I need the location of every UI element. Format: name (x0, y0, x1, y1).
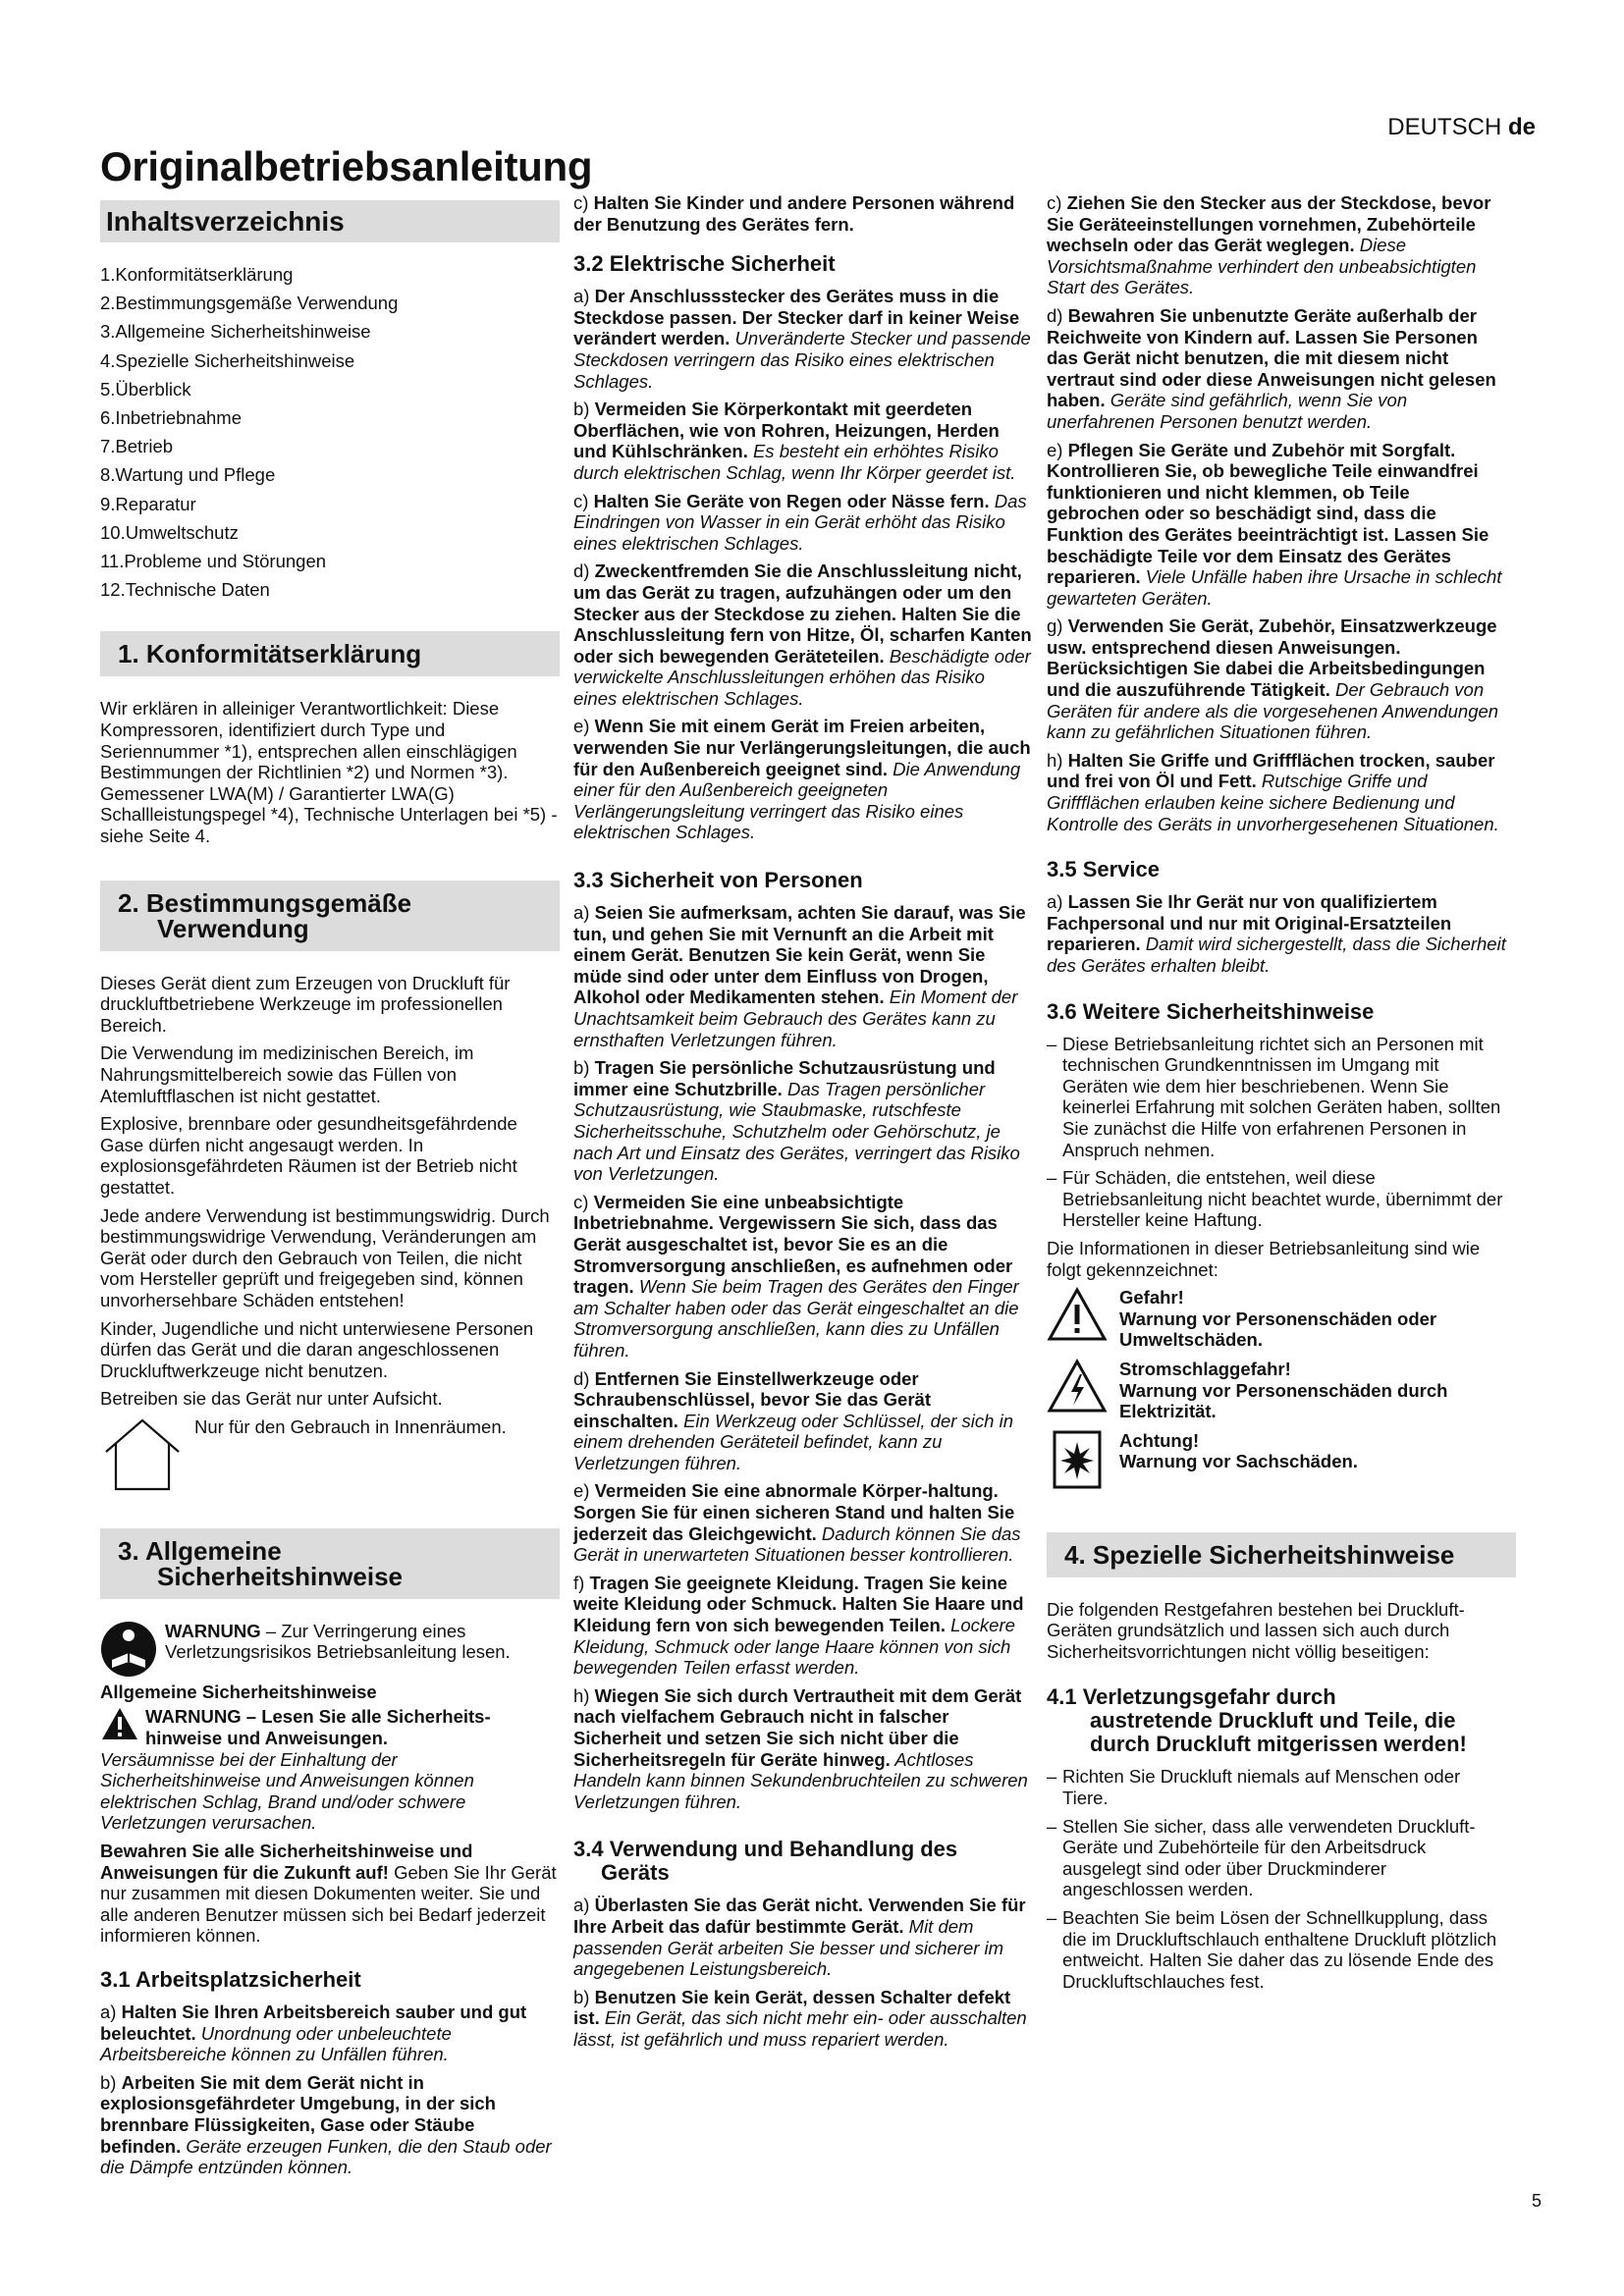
intended-use-p3: Explosive, brennbare oder gesundheitsgefährdende Gase dürfen nicht angesaugt werden. In explosionsgefährdeten Räumen ist der Betrieb nicht gestattet. (100, 1113, 517, 1198)
keep-instructions-text: Geben Sie Ihr Gerät nur zusammen mit diesen Dokumenten weiter. Sie und alle anderen Benutzer müssen sich bei Bedarf jederzeit informieren können. (100, 1861, 557, 1947)
rule-bold: Seien Sie aufmerksam, achten Sie darauf, was Sie tun, und gehen Sie mit Vernunft an die Arbeit mit einem Gerät. Benutzen Sie kein Gerät, wenn Sie müde sind oder unter dem Einfluss von Drogen, Alkohol oder Medikamenten stehen. (573, 902, 1026, 1008)
rule-italic: Ein Werkzeug oder Schlüssel, der sich in einem drehenden Geräteteil befindet, kann zu Verletzungen führen. (573, 1410, 1013, 1473)
rule-item (1047, 305, 1506, 433)
rule-item (573, 192, 1033, 235)
heading-line-2: Verwendung (157, 913, 309, 943)
page-title: Originalbetriebsanleitung (100, 143, 593, 189)
rule-item (573, 1368, 1033, 1474)
warning-word: WARNUNG (165, 1620, 261, 1641)
rule-bold: Zweckentfremden Sie die Anschlussleitung nicht, um das Gerät zu tragen, aufzuhängen oder um den Stecker aus der Steckdose zu ziehen. Halten Sie die Anschlussleitung fern von Hitze, Öl, scharfen Kanten oder sich bewegenden Geräteteilen. (573, 561, 1032, 667)
rule-prefix: c) (573, 490, 594, 511)
rule-bold: Pflegen Sie Geräte und Zubehör mit Sorgfalt. Kontrollieren Sie, ob bewegliche Teile einwandfrei funktionieren und nicht klemmen, ob Teile gebrochen oder so beschädigt sind, dass die Funktion des Gerätes beeinträchtigt ist. Lassen Sie beschädigte Teile vor dem Einsatz des Gerätes reparieren. (1047, 439, 1489, 588)
section-heading-2 (100, 881, 560, 951)
table-of-contents (100, 260, 560, 604)
rule-bold: Entfernen Sie Einstellwerkzeuge oder Schraubenschlüssel, bevor Sie das Gerät einschalten. (573, 1367, 931, 1431)
intended-use-p2: Die Verwendung im medizinischen Bereich, im Nahrungsmittelbereich sowie das Füllen von Atemluftflaschen ist nicht gestattet. (100, 1042, 474, 1106)
rule-prefix: a) (100, 2002, 122, 2022)
rule-prefix: e) (1047, 439, 1068, 460)
list-item: – Für Schäden, die entstehen, weil diese Betriebsanleitung nicht beachtet wurde, übernimmt der Hersteller keine Haftung. (1047, 1167, 1506, 1231)
rule-italic: Die Anwendung einer für den Außenbereich geeigneten Verlängerungsleitung verringert das Risiko eines elektrischen Schlages. (573, 758, 1021, 843)
rule-italic: Geräte sind gefährlich, wenn Sie von unerfahrenen Personen benutzt werden. (1047, 390, 1408, 432)
property-damage-icon (1047, 1430, 1108, 1489)
read-all-warning-text: WARNUNG – Lesen Sie alle Sicherheits-hinweise und Anweisungen. (145, 1706, 491, 1749)
rule-italic: Beschädigte oder verwickelte Anschlussleitungen erhöhen das Risiko eines elektrischen Schlages. (573, 645, 1031, 709)
rule-item (573, 1895, 1033, 1979)
toc-item[interactable]: 4.Spezielle Sicherheitshinweise (100, 349, 355, 371)
house-icon (100, 1416, 185, 1493)
symbol-danger-text (1119, 1287, 1506, 1351)
intended-use-p4: Jede andere Verwendung ist bestimmungswidrig. Durch bestimmungswidrige Verwendung, Veränderungen am Gerät oder durch den Gebrauch von Teilen, die nicht vom Hersteller geprüft und freigegeben sind, können unvorhersehbare Schäden entstehen! (100, 1204, 550, 1310)
subsection-heading-3-6: 3.6 Weitere Sicherheitshinweise (1047, 998, 1375, 1024)
rule-italic: Wenn Sie beim Tragen des Gerätes den Finger am Schalter haben oder das Gerät eingeschaltet an die Stromversorgung anschließen, kann dies zu Unfällen führen. (573, 1276, 1019, 1361)
toc-heading: Inhaltsverzeichnis (100, 200, 560, 242)
rule-prefix: a) (573, 1895, 595, 1916)
rule-item (573, 1987, 1033, 2051)
rule-prefix: b) (573, 399, 595, 420)
section-heading-4: 4. Spezielle Sicherheitshinweise (1047, 1532, 1516, 1577)
rule-item (1047, 192, 1506, 298)
intended-use-p6: Betreiben sie das Gerät nur unter Aufsicht. (100, 1388, 443, 1410)
rule-italic: Das Tragen persönlicher Schutzausrüstung, wie Staubmaske, rutschfeste Sicherheitsschuhe, Schutzhelm oder Gehörschutz, je nach Art und Einsatz des Gerätes, verringert das Risiko von Verletzungen. (573, 1078, 1020, 1185)
heading-line-1: 2. Bestimmungsgemäße (118, 887, 412, 918)
rule-prefix: c) (1047, 192, 1067, 213)
read-manual-text (165, 1621, 560, 1663)
electric-shock-icon (1047, 1359, 1108, 1414)
rule-item (573, 902, 1033, 1050)
rule-item (100, 2002, 560, 2065)
column-3 (1047, 192, 1506, 1999)
rule-italic: Das Eindringen von Wasser in ein Gerät erhöht das Risiko eines elektrischen Schlages. (573, 490, 1027, 554)
rule-bold: Tragen Sie persönliche Schutzausrüstung und immer eine Schutzbrille. (573, 1057, 996, 1099)
intended-use-p5: Kinder, Jugendliche und nicht unterwiesene Personen dürfen das Gerät und die daran angeschlossenen Druckluftwerkzeuge nicht benutzen. (100, 1317, 534, 1381)
rule-italic: Geräte erzeugen Funken, die den Staub oder die Dämpfe entzünden können. (100, 2135, 552, 2178)
language-label (1387, 114, 1536, 141)
rule-italic: Diese Vorsichtsmaßnahme verhindert den unbeabsichtigten Start des Gerätes. (1047, 235, 1477, 298)
rule-prefix: a) (1047, 891, 1068, 913)
subsection-heading-3-5: 3.5 Service (1047, 857, 1160, 882)
rule-bold: Halten Sie Griffe und Griffflächen trocken, sauber und frei von Öl und Fett. (1047, 749, 1495, 792)
symbols-intro: Die Informationen in dieser Betriebsanleitung sind wie folgt gekennzeichnet: (1047, 1237, 1481, 1280)
list-item: – Beachten Sie beim Lösen der Schnellkupplung, dass die im Druckluftschlauch enthaltene Druckluft plötzlich entweicht. Halten Sie daher das zu lösende Ende des Druckluftschlauches fest. (1047, 1907, 1506, 1992)
toc-item[interactable]: 6.Inbetriebnahme (100, 407, 242, 429)
rule-bold: Lassen Sie Ihr Gerät nur von qualifiziertem Fachpersonal und nur mit Original-Ersatzteilen reparieren. (1047, 891, 1452, 955)
symbol-danger-description: Warnung vor Personenschäden oder Umweltschäden. (1119, 1308, 1437, 1351)
language-name: DEUTSCH (1387, 114, 1502, 140)
warning-detail: – Zur Verringerung eines Verletzungsrisikos Betriebsanleitung lesen. (165, 1620, 511, 1663)
rule-prefix: b) (573, 1986, 595, 2007)
rule-italic: Rutschige Griffe und Griffflächen erlauben keine sichere Bedienung und Kontrolle des Geräts in unvorhergesehenen Situationen. (1047, 771, 1499, 834)
rule-bold: Überlasten Sie das Gerät nicht. Verwenden Sie für Ihre Arbeit das dafür bestimmte Gerät. (573, 1895, 1026, 1937)
rule-prefix: b) (573, 1057, 595, 1079)
rule-italic: Unordnung oder unbeleuchtete Arbeitsbereiche können zu Unfällen führen. (100, 2022, 452, 2065)
toc-item[interactable]: 7.Betrieb (100, 436, 174, 457)
section-heading-3 (100, 1528, 560, 1599)
residual-risks-intro: Die folgenden Restgefahren bestehen bei Druckluft-Geräten grundsätzlich und lassen sich auch durch Sicherheitsvorrichtungen nicht völlig beseitigen: (1047, 1598, 1465, 1662)
rule-italic: Viele Unfälle haben ihre Ursache in schlecht gewarteten Geräten. (1047, 566, 1502, 609)
rule-bold: Arbeiten Sie mit dem Gerät nicht in explosionsgefährdeter Umgebung, in der sich brennbare Flüssigkeiten, Gase oder Stäube befinden. (100, 2071, 496, 2157)
list-item: – Stellen Sie sicher, dass alle verwendeten Druckluft-Geräte und Zubehörteile für den Arbeitsdruck ausgelegt sind oder über Druckminderer angeschlossen werden. (1047, 1816, 1506, 1900)
subsection-heading-3-2: 3.2 Elektrische Sicherheit (573, 251, 836, 277)
rule-item (573, 1192, 1033, 1362)
symbol-caution-text (1119, 1430, 1358, 1472)
column-1 (100, 200, 560, 2185)
symbol-shock-text (1119, 1359, 1506, 1422)
rule-italic: Lockere Kleidung, Schmuck oder lange Haare können von sich bewegenden Teilen erfasst werden. (573, 1615, 1015, 1679)
rule-italic: Unveränderte Stecker und passende Steckdosen verringern das Risiko eines elektrischen Schlages. (573, 328, 1031, 392)
rule-item (573, 286, 1033, 392)
symbol-shock-description: Warnung vor Personenschäden durch Elektrizität. (1119, 1379, 1448, 1422)
rule-prefix: f) (573, 1572, 590, 1593)
symbol-danger-title: Gefahr! (1119, 1287, 1184, 1308)
rule-prefix: g) (1047, 615, 1068, 637)
rule-prefix: h) (573, 1684, 595, 1706)
rule-bold: Halten Sie Kinder und andere Personen während der Benutzung des Gerätes fern. (573, 192, 1015, 235)
rule-prefix: d) (573, 1367, 595, 1389)
read-all-warning (100, 1706, 560, 1748)
rule-item (1047, 440, 1506, 610)
indoor-use-note (100, 1416, 560, 1493)
rule-bold: Ziehen Sie den Stecker aus der Steckdose, bevor Sie Geräteeinstellungen vornehmen, Zubehörteile wechseln oder das Gerät weglegen. (1047, 192, 1491, 256)
rule-bold: Vermeiden Sie Körperkontakt mit geerdeten Oberflächen, wie von Rohren, Heizungen, Herden und Kühlschränken. (573, 399, 1000, 462)
rule-item (573, 716, 1033, 843)
toc-item[interactable]: 2.Bestimmungsgemäße Verwendung (100, 293, 399, 314)
rule-item (573, 1057, 1033, 1185)
rule-bold: Bewahren Sie unbenutzte Geräte außerhalb der Reichweite von Kindern auf. Lassen Sie Personen das Gerät nicht benutzen, die mit diesem nicht vertraut sind oder diese Anweisungen nicht gelesen haben. (1047, 304, 1496, 411)
symbol-caution-description: Warnung vor Sachschäden. (1119, 1451, 1358, 1472)
toc-item[interactable]: 8.Wartung und Pflege (100, 464, 276, 486)
rule-bold: Benutzen Sie kein Gerät, dessen Schalter defekt ist. (573, 1986, 1011, 2029)
toc-item[interactable]: 1.Konformitätserklärung (100, 264, 294, 285)
subsection-heading-4-1 (1047, 1685, 1506, 1756)
rule-bold: Wiegen Sie sich durch Vertrautheit mit dem Gerät nach vielfachem Gebrauch nicht in falscher Sicherheit und setzen Sie sich nicht über die Sicherheitsregeln für Geräte hinweg. (573, 1684, 1022, 1770)
read-manual-warning (100, 1621, 560, 1678)
read-all-consequence (100, 1749, 560, 1834)
heading-line-2: Sicherheitshinweise (157, 1561, 403, 1591)
keep-instructions (100, 1841, 560, 1947)
page-number: 5 (1531, 2191, 1542, 2211)
rule-prefix: a) (573, 902, 595, 924)
heading-line-2: austretende Druckluft und Teile, die durch Druckluft mitgerissen werden! (1090, 1708, 1467, 1757)
danger-warning-icon (1047, 1287, 1108, 1342)
rule-italic: Ein Gerät, das sich nicht mehr ein- oder ausschalten lässt, ist gefährlich und muss repariert werden. (573, 2007, 1027, 2050)
rule-item (573, 1685, 1033, 1813)
rule-item (100, 2072, 560, 2178)
rule-prefix: a) (573, 286, 595, 307)
rule-prefix: c) (573, 192, 594, 213)
symbol-caution (1047, 1430, 1506, 1489)
rule-item (1047, 750, 1506, 834)
read-all-consequence-text: Versäumnisse bei der Einhaltung der Sicherheitshinweise und Anweisungen können elektrischen Schlag, Brand und/oder schwere Verletzungen verursachen. (100, 1748, 474, 1834)
heading-line-1: 3. Allgemeine (118, 1535, 282, 1566)
symbol-electric-shock (1047, 1359, 1506, 1422)
list-item: – Richten Sie Druckluft niemals auf Menschen oder Tiere. (1047, 1766, 1506, 1808)
list-item: – Diese Betriebsanleitung richtet sich an Personen mit technischen Grundkenntnissen im Umgang mit Geräten wie dem hier beschriebenen. Wenn Sie keinerlei Erfahrung mit solchen Geräten haben, sollten Sie zunächst die Hilfe von erfahrenen Personen in Anspruch nehmen. (1047, 1034, 1506, 1161)
rule-italic: Der Gebrauch von Geräten für andere als die vorgesehenen Anwendungen kann zu gefährlichen Situationen führen. (1047, 679, 1499, 743)
subsection-heading-3-4 (573, 1838, 1033, 1885)
rule-item (1047, 891, 1506, 976)
toc-item[interactable]: 11.Probleme und Störungen (100, 551, 327, 572)
keep-instructions-bold: Bewahren Sie alle Sicherheitshinweise und Anweisungen für die Zukunft auf! (100, 1841, 473, 1883)
general-safety-heading (100, 1682, 560, 1703)
symbol-danger (1047, 1287, 1506, 1351)
rule-item (573, 491, 1033, 555)
symbol-caution-title: Achtung! (1119, 1429, 1200, 1451)
conformity-text: Wir erklären in alleiniger Verantwortlichkeit: Diese Kompressoren, identifiziert durch Type und Seriennummer *1), entsprechen allen einschlägigen Bestimmungen der Richtlinien *2) und Normen *3). Gemessener LWA(M) / Garantierter LWA(G) Schallleistungspegel *4), Technische Unterlagen bei *5) - siehe Seite 4. (100, 698, 558, 846)
toc-item[interactable]: 10.Umweltschutz (100, 521, 239, 543)
heading-line-2: Geräts (601, 1860, 670, 1886)
rule-bold: Wenn Sie mit einem Gerät im Freien arbeiten, verwenden Sie nur Verlängerungsleitungen, die auch für den Außenbereich geeignet sind. (573, 716, 1031, 779)
toc-item[interactable]: 5.Überblick (100, 378, 191, 400)
subsection-heading-3-1: 3.1 Arbeitsplatzsicherheit (100, 1967, 361, 1992)
heading-line-1: 3.4 Verwendung und Behandlung des (573, 1837, 958, 1862)
symbol-shock-title: Stromschlaggefahr! (1119, 1358, 1291, 1379)
language-code: de (1507, 114, 1536, 140)
rule-item (573, 1480, 1033, 1565)
section-heading-1: 1. Konformitätserklärung (100, 631, 560, 676)
rule-item (573, 399, 1033, 483)
intended-use-p1: Dieses Gerät dient zum Erzeugen von Druckluft für druckluftbetriebene Werkzeuge im professionellen Bereich. (100, 972, 511, 1036)
rule-prefix: d) (1047, 304, 1068, 326)
rule-bold: Verwenden Sie Gerät, Zubehör, Einsatzwerkzeuge usw. entsprechend diesen Anweisungen. Berücksichtigen Sie dabei die Arbeitsbedingungen und die auszuführende Tätigkeit. (1047, 615, 1497, 701)
rule-italic: Mit dem passenden Gerät arbeiten Sie besser und sicherer im angegebenen Leistungsbereich. (573, 1915, 1004, 1980)
rule-bold: Vermeiden Sie eine unbeabsichtigte Inbetriebnahme. Vergewissern Sie sich, dass das Gerät ausgeschaltet ist, bevor Sie es an die Stromversorgung anschließen, es aufnehmen oder tragen. (573, 1191, 1013, 1298)
rule-item (573, 1573, 1033, 1679)
rule-italic: Es besteht ein erhöhtes Risiko durch elektrischen Schlag, wenn Ihr Körper geerdet ist. (573, 441, 1016, 483)
toc-item[interactable]: 9.Reparatur (100, 493, 196, 514)
rule-italic: Dadurch können Sie das Gerät in unerwarteten Situationen besser kontrollieren. (573, 1522, 1021, 1566)
rule-bold: Halten Sie Ihren Arbeitsbereich sauber und gut beleuchtet. (100, 2002, 527, 2044)
subsection-heading-3-3: 3.3 Sicherheit von Personen (573, 868, 863, 893)
rule-item (1047, 615, 1506, 743)
rule-bold: Der Anschlussstecker des Gerätes muss in die Steckdose passen. Der Stecker darf in keiner Weise verändert werden. (573, 286, 1020, 349)
rule-prefix: c) (573, 1191, 594, 1212)
read-manual-icon (100, 1621, 157, 1678)
heading-line-1: 4.1 Verletzungsgefahr durch (1047, 1684, 1336, 1710)
rule-italic: Achtloses Handeln kann binnen Sekundenbruchteilen zu schweren Verletzungen führen. (573, 1748, 1028, 1812)
rule-bold: Vermeiden Sie eine abnormale Körper-haltung. Sorgen Sie für einen sicheren Stand und halten Sie jederzeit das Gleichgewicht. (573, 1480, 1015, 1544)
toc-item[interactable]: 3.Allgemeine Sicherheitshinweise (100, 321, 371, 343)
rule-prefix: d) (573, 561, 595, 582)
column-2 (573, 192, 1033, 2057)
warning-triangle-icon (100, 1706, 139, 1741)
rule-italic: Damit wird sichergestellt, dass die Sicherheit des Gerätes erhalten bleibt. (1047, 934, 1506, 976)
rule-bold: Tragen Sie geeignete Kleidung. Tragen Sie keine weite Kleidung oder Schmuck. Halten Sie Haare und Kleidung fern von sich bewegenden Teilen. (573, 1572, 1024, 1636)
rule-prefix: h) (1047, 749, 1068, 771)
rule-italic: Ein Moment der Unachtsamkeit beim Gebrauch des Gerätes kann zu ernsthaften Verletzungen führen. (573, 987, 1018, 1050)
rule-prefix: e) (573, 1480, 595, 1502)
rule-prefix: e) (573, 716, 595, 737)
general-safety-label: Allgemeine Sicherheitshinweise (100, 1681, 377, 1702)
indoor-use-text: Nur für den Gebrauch in Innenräumen. (194, 1415, 507, 1437)
rule-bold: Halten Sie Geräte von Regen oder Nässe fern. (593, 490, 990, 511)
toc-item[interactable]: 12.Technische Daten (100, 579, 270, 601)
rule-prefix: b) (100, 2071, 122, 2093)
rule-item (573, 561, 1033, 709)
